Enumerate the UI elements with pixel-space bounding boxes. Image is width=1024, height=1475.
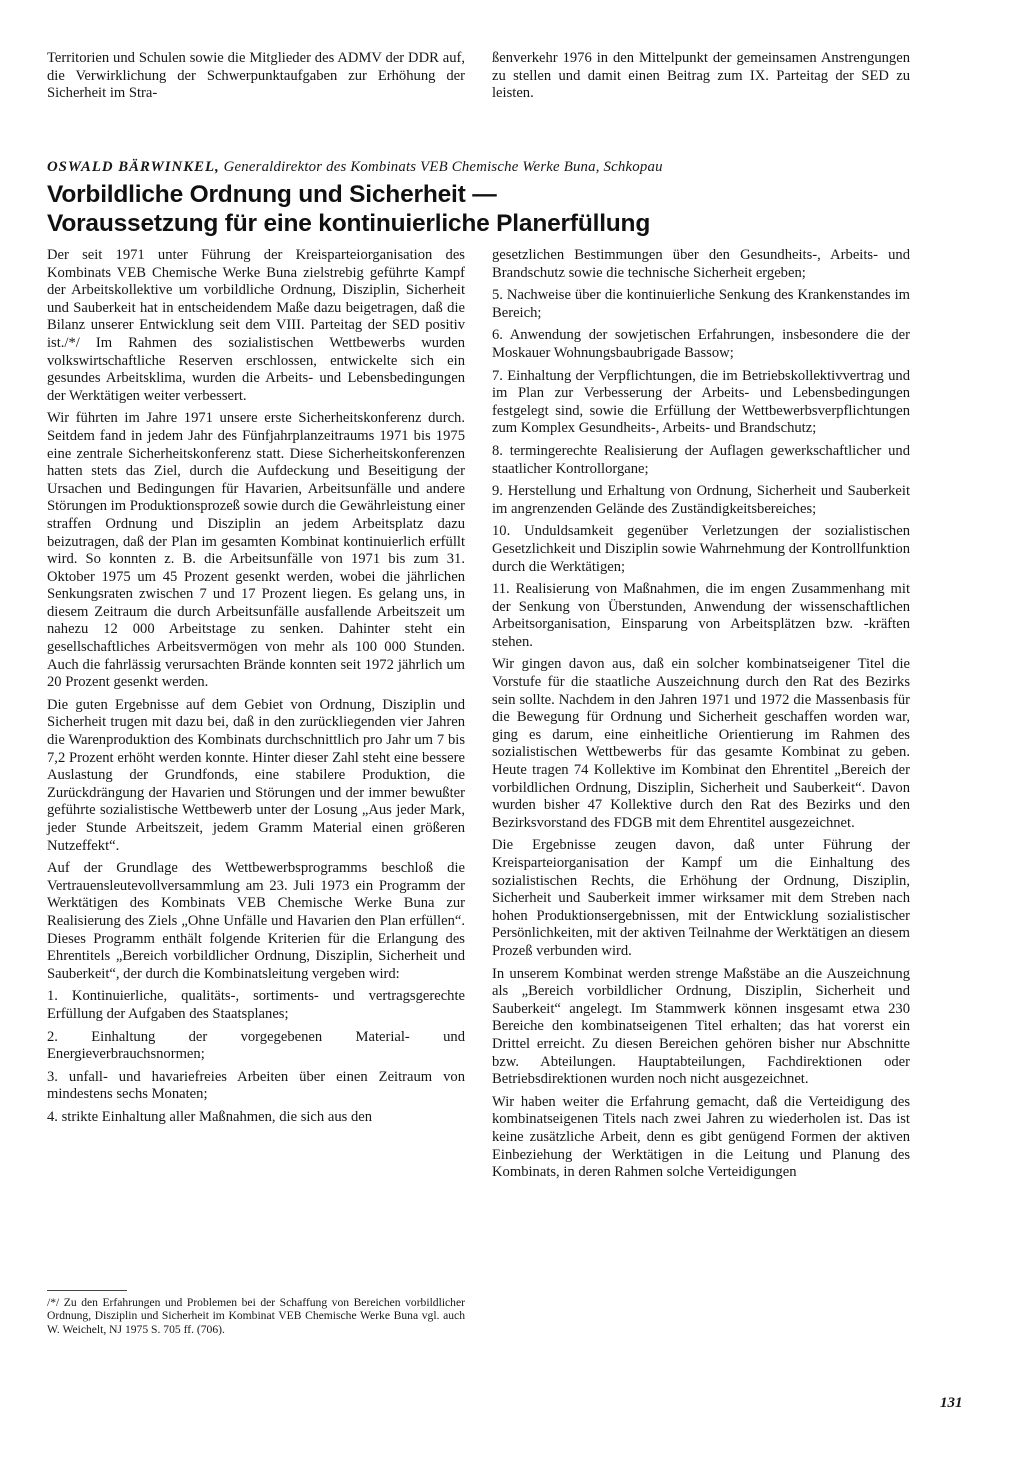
paragraph: Die guten Ergebnisse auf dem Gebiet von Ordnung, Disziplin und Sicherheit trugen mit dazu bei, daß in den zurückliegenden vier Jahren die Warenproduktion des Kombinats durchschnittlich pro Jahr um 7 bis 7,2 Prozent erhöht werden konnte. Hinter dieser Zahl steht eine bessere Auslastung der Grundfonds, eine stabilere Produktion, die Zurückdrängung der Havarien und Störungen und der immer bewußter geführte sozialistische Wettbewerb unter der Losung „Aus jeder Mark, jeder Stunde Arbeitszeit, jedem Gramm Material einen größeren Nutzeffekt“. xyxy=(47,696,465,854)
criteria-item: 6. Anwendung der sowjetischen Erfahrungen, insbesondere die der Moskauer Wohnungsbaubrigade Bassow; xyxy=(492,327,910,361)
author-byline xyxy=(47,159,947,176)
left-text-column xyxy=(47,247,465,1132)
article-title-line-2: Voraussetzung für eine kontinuierliche Planerfüllung xyxy=(47,210,651,237)
paragraph: Wir haben weiter die Erfahrung gemacht, daß die Verteidigung des kombinatseigenen Titels nach zwei Jahren zu wiederholen ist. Das ist keine zusätzliche Arbeit, denn es gibt genügend Formen der aktiven Einbeziehung der Werktätigen in die Leitung und Planung des Kombinats, in deren Rahmen solche Verteidigungen xyxy=(492,1093,910,1181)
author-role: Generaldirektor des Kombinats VEB Chemische Werke Buna, Schkopau xyxy=(223,159,663,175)
intro-left-paragraph: Territorien und Schulen sowie die Mitglieder des ADMV der DDR auf, die Verwirklichung der Schwerpunktaufgaben zur Erhöhung der Sicherheit im Stra- xyxy=(47,50,465,102)
intro-left-column xyxy=(47,50,465,108)
article-title-line-1: Vorbildliche Ordnung und Sicherheit — xyxy=(47,181,497,208)
paragraph: Auf der Grundlage des Wettbewerbsprogramms beschloß die Vertrauensleutevollversammlung am 23. Juli 1973 ein Programm der Werktätigen des Kombinats VEB Chemische Werke Buna zur Realisierung des Ziels „Ohne Unfälle und Havarien den Plan erfüllen“. Dieses Programm enthält folgende Kriterien für die Erlangung des Ehrentitels „Bereich vorbildlicher Ordnung, Disziplin, Sicherheit und Sauberkeit“, der durch die Kombinatsleitung vergeben wird: xyxy=(47,860,465,982)
criteria-item: 11. Realisierung von Maßnahmen, die im engen Zusammenhang mit der Senkung von Überstunden, Anwendung der wissenschaftlichen Arbeitsorganisation, Einsparung von Arbeitsplätzen bzw. -kräften stehen. xyxy=(492,581,910,650)
footnote-divider xyxy=(47,1290,127,1291)
author-name: OSWALD BÄRWINKEL, xyxy=(47,159,220,175)
criteria-item: 8. termingerechte Realisierung der Auflagen gewerkschaftlicher und staatlicher Kontrollorgane; xyxy=(492,442,910,477)
criteria-item: 10. Unduldsamkeit gegenüber Verletzungen der sozialistischen Gesetzlichkeit und Disziplin sowie Wahrnehmung der Kontrollfunktion durch die Werktätigen; xyxy=(492,523,910,575)
criteria-item: 1. Kontinuierliche, qualitäts-, sortiments- und vertragsgerechte Erfüllung der Aufgaben des Staatsplanes; xyxy=(47,988,465,1022)
criteria-item: 7. Einhaltung der Verpflichtungen, die im Betriebskollektivvertrag und im Plan zur Verbesserung der Arbeits- und Lebensbedingungen festgelegt sind, sowie die Erfüllung der Wettbewerbsverpflichtungen zum Komplex Gesundheits-, Arbeits- und Brandschutz; xyxy=(492,367,910,437)
criteria-item: 2. Einhaltung der vorgegebenen Material- und Energieverbrauchsnormen; xyxy=(47,1028,465,1063)
paragraph: Wir führten im Jahre 1971 unsere erste Sicherheitskonferenz durch. Seitdem fand in jedem Jahr des Fünfjahrplanzeitraums 1971 bis 1975 eine zentrale Sicherheitskonferenz statt. Diese Sicherheitskonferenzen hatten stets das Ziel, durch die Aufdeckung und Beseitigung der Ursachen und Bedingungen für Havarien, Arbeitsunfälle und andere Störungen im Produktionsprozeß sowie durch die Gewährleistung einer straffen Ordnung und Disziplin an jedem Arbeitsplatz dazu beizutragen, daß der Plan im gesamten Kombinat kontinuierlich erfüllt wird. So konnten z. B. die Arbeitsunfälle von 1971 bis zum 31. Oktober 1975 um 45 Prozent gesenkt werden, wobei die jährlichen Senkungsraten zwischen 7 und 17 Prozent liegen. Es gelang uns, in diesem Zeitraum die durch Arbeitsunfälle ausfallende Arbeitszeit um nahezu 12 000 Arbeitstage zu senken. Dahinter steht ein gesellschaftliches Arbeitsvermögen von mehr als 100 000 Stunden. Auch die fahrlässig verursachten Brände konnten seit 1972 jährlich um 20 Prozent gesenkt werden. xyxy=(47,410,465,691)
criteria-item: gesetzlichen Bestimmungen über den Gesundheits-, Arbeits- und Brandschutz sowie die technische Sicherheit ergeben; xyxy=(492,247,910,281)
intro-right-column xyxy=(492,50,910,108)
criteria-item: 4. strikte Einhaltung aller Maßnahmen, die sich aus den xyxy=(47,1108,373,1125)
paragraph: Wir gingen davon aus, daß ein solcher kombinatseigener Titel die Vorstufe für die staatliche Auszeichnung durch den Rat des Bezirks sein sollte. Nachdem in den Jahren 1971 und 1972 die Massenbasis für die Bewegung für Ordnung und Sicherheit geschaffen worden war, ging es darum, eine einheitliche Orientierung im Rahmen des sozialistischen Wettbewerbs für das gesamte Kombinat zu geben. Heute tragen 74 Kollektive im Kombinat den Ehrentitel „Bereich der vorbildlichen Ordnung, Disziplin, Sicherheit und Sauberkeit“. Davon wurden bisher 47 Kollektive durch den Rat des Bezirks und den Bezirksvorstand des FDGB mit dem Ehrentitel ausgezeichnet. xyxy=(492,656,910,831)
criteria-item: 5. Nachweise über die kontinuierliche Senkung des Krankenstandes im Bereich; xyxy=(492,287,910,321)
page-number: 131 xyxy=(940,1395,963,1411)
right-text-column xyxy=(492,247,910,1187)
footnote: /*/ Zu den Erfahrungen und Problemen bei der Schaffung von Bereichen vorbildlicher Ordnung, Disziplin und Sicherheit im Kombinat VEB Chemische Werke Buna vgl. auch W. Weichelt, NJ 1975 S. 705 ff. (706). xyxy=(47,1296,465,1336)
criteria-item: 9. Herstellung und Erhaltung von Ordnung, Sicherheit und Sauberkeit im angrenzenden Gelände des Zuständigkeitsbereiches; xyxy=(492,483,910,517)
intro-right-paragraph: ßenverkehr 1976 in den Mittelpunkt der gemeinsamen Anstrengungen zu stellen und damit einen Beitrag zum IX. Parteitag der SED zu leisten. xyxy=(492,50,910,102)
paragraph: Die Ergebnisse zeugen davon, daß unter Führung der Kreisparteiorganisation der Kampf um die Einhaltung des sozialistischen Rechts, die Erhöhung der Ordnung, Disziplin, Sicherheit und Sauberkeit immer wirksamer mit dem Streben nach hohen Produktionsergebnissen, mit der Entwicklung sozialistischer Persönlichkeiten, mit der aktiven Teilnahme der Werktätigen an diesem Prozeß verbunden wird. xyxy=(492,837,910,959)
article-title xyxy=(47,180,977,238)
paragraph: Der seit 1971 unter Führung der Kreisparteiorganisation des Kombinats VEB Chemische Werke Buna zielstrebig geführte Kampf der Arbeitskollektive um vorbildliche Ordnung, Disziplin, Sicherheit und Sauberkeit hat in entscheidendem Maße dazu beigetragen, daß die Bilanz unserer Entwicklung seit dem VIII. Parteitag der SED positiv ist./*/ Im Rahmen des sozialistischen Wettbewerbs wurden volkswirtschaftliche Reserven erschlossen, entwickelte sich ein gesundes Arbeitsklima, wurden die Arbeits- und Lebensbedingungen der Werktätigen weiter verbessert. xyxy=(47,247,465,404)
paragraph: In unserem Kombinat werden strenge Maßstäbe an die Auszeichnung als „Bereich vorbildlicher Ordnung, Disziplin, Sicherheit und Sauberkeit“ angelegt. Im Stammwerk können insgesamt etwa 230 Bereiche den kombinatseigenen Titel erhalten; das hat vorerst ein Drittel erreicht. Zu diesen Bereichen gehören bisher nur Abschnitte bzw. Abteilungen. Hauptabteilungen, Fachdirektionen oder Betriebsdirektionen wurden noch nicht ausgezeichnet. xyxy=(492,965,910,1088)
criteria-item: 3. unfall- und havariefreies Arbeiten über einen Zeitraum von mindestens sechs Monaten; xyxy=(47,1068,465,1103)
